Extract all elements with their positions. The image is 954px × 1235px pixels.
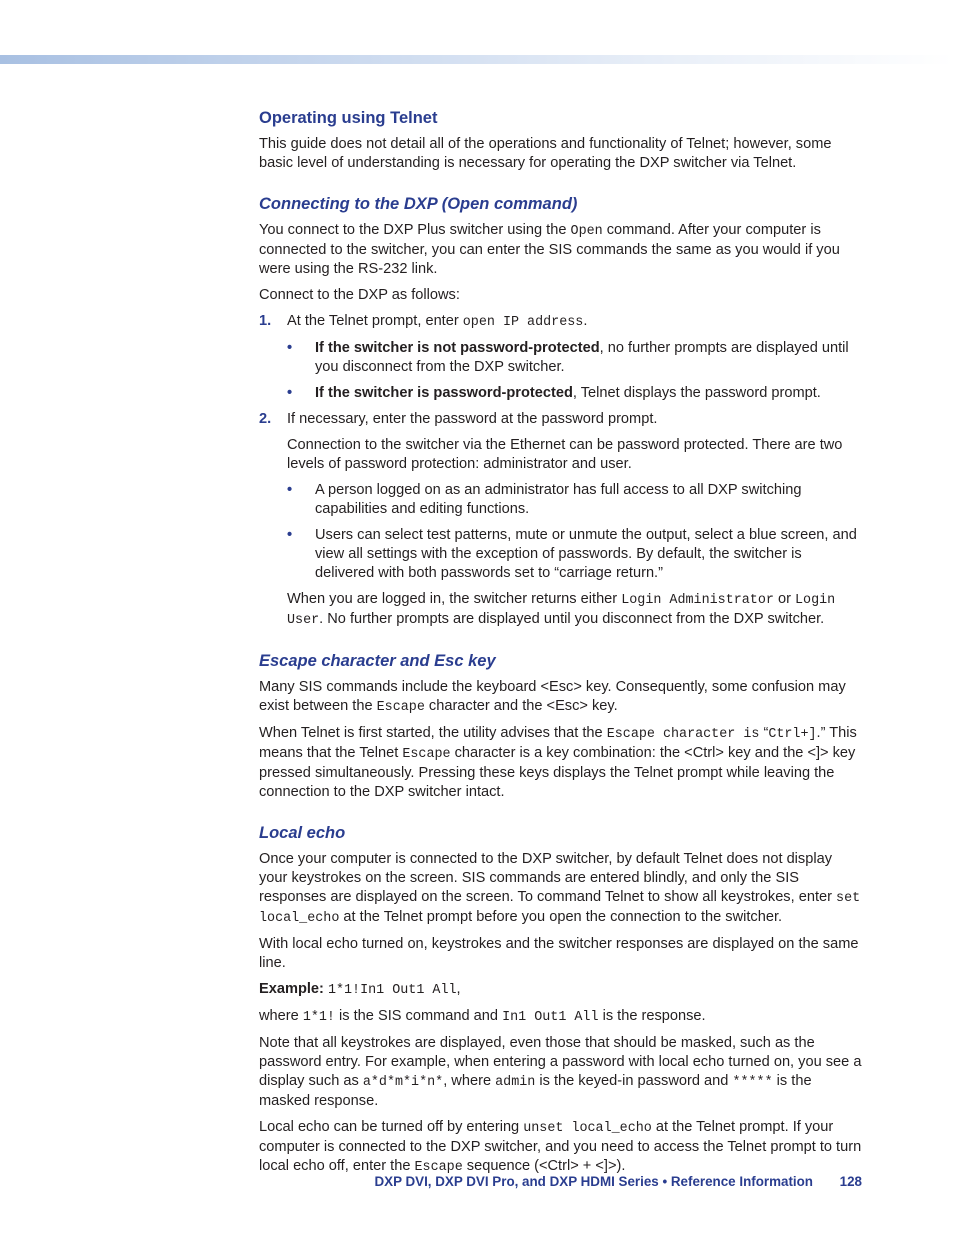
- login-paragraph: When you are logged in, the switcher returns either Login Administrator or Login User. No further prompts are displayed until you disconnect from the DXP switcher.: [287, 591, 836, 628]
- header-gradient-bar: [0, 55, 954, 64]
- bullet-icon: •: [287, 385, 293, 401]
- bullet-users: • Users can select test patterns, mute or unmute the output, select a blue screen, and view all settings with the exception of passwords. By default, the switcher is delivered with both passwords set to “carriage return.”: [287, 527, 857, 581]
- escape-paragraph-1: Many SIS commands include the keyboard <Esc> key. Consequently, some confusion may exist between the Escape character and the <Esc> key.: [259, 679, 846, 715]
- telnet-intro: This guide does not detail all of the operations and functionality of Telnet; however, some basic level of understanding is necessary for operating the DXP switcher via Telnet.: [259, 136, 832, 171]
- subheading-connecting: Connecting to the DXP (Open command): [259, 195, 578, 213]
- echo-paragraph-5: Local echo can be turned off by entering unset local_echo at the Telnet prompt. If your computer is connected to the DXP switcher, and you need to access the Telnet prompt to turn local echo off, enter the Escape sequence (<Ctrl> + <]>).: [259, 1119, 862, 1175]
- step-1: 1. At the Telnet prompt, enter open IP address.: [259, 313, 588, 330]
- bullet-icon: •: [287, 527, 293, 543]
- echo-paragraph-2: With local echo turned on, keystrokes and the switcher responses are displayed on the same line.: [259, 936, 859, 971]
- escape-paragraph-2: When Telnet is first started, the utility advises that the Escape character is “Ctrl+].” This means that the Telnet Escape character is a key combination: the <Ctrl> key and the <]> key pressed simultaneously. Pressing these keys displays the Telnet prompt while leaving the connection to the DXP switcher intact.: [259, 725, 857, 800]
- subheading-escape: Escape character and Esc key: [259, 652, 496, 670]
- echo-paragraph-1: Once your computer is connected to the DXP switcher, by default Telnet does not display your keystrokes on the screen. SIS commands are entered blindly, and only the SIS responses are displayed on the screen. To command Telnet to show all keystrokes, enter set local_echo at the Telnet prompt before you open the connection to the switcher.: [259, 851, 861, 926]
- footer-title: DXP DVI, DXP DVI Pro, and DXP HDMI Series • Reference Information: [374, 1174, 813, 1189]
- page-content: [259, 108, 863, 1184]
- echo-paragraph-3: where 1*1! is the SIS command and In1 Out1 All is the response.: [259, 1008, 706, 1025]
- step-number: 2.: [259, 411, 272, 427]
- subheading-local-echo: Local echo: [259, 824, 346, 842]
- step-2: 2. If necessary, enter the password at the password prompt.: [259, 411, 658, 427]
- example-line: Example: 1*1!In1 Out1 All,: [259, 981, 461, 998]
- connect-as-follows: Connect to the DXP as follows:: [259, 287, 460, 303]
- bullet-administrator: • A person logged on as an administrator has full access to all DXP switching capabilities and editing functions.: [287, 482, 802, 517]
- bullet-icon: •: [287, 482, 293, 498]
- connecting-paragraph: You connect to the DXP Plus switcher using the Open command. After your computer is connected to the switcher, you can enter the SIS commands the same as you would if you were using the RS-232 link.: [259, 222, 840, 277]
- page-footer: [0, 1174, 954, 1192]
- step-number: 1.: [259, 313, 272, 329]
- page-number: 128: [839, 1174, 862, 1189]
- password-protection-paragraph: Connection to the switcher via the Ethernet can be password protected. There are two levels of password protection: administrator and user.: [287, 437, 843, 472]
- bullet-icon: •: [287, 340, 293, 356]
- section-heading-telnet: Operating using Telnet: [259, 109, 438, 127]
- bullet-not-protected: • If the switcher is not password-protected, no further prompts are displayed until you disconnect from the DXP switcher.: [287, 340, 849, 375]
- echo-paragraph-4: Note that all keystrokes are displayed, even those that should be masked, such as the password entry. For example, when entering a password with local echo turned on, you see a display such as a*d*m*i*n*, where admin is the keyed-in password and ***** is the masked response.: [259, 1035, 862, 1109]
- bullet-protected: • If the switcher is password-protected, Telnet displays the password prompt.: [287, 385, 821, 401]
